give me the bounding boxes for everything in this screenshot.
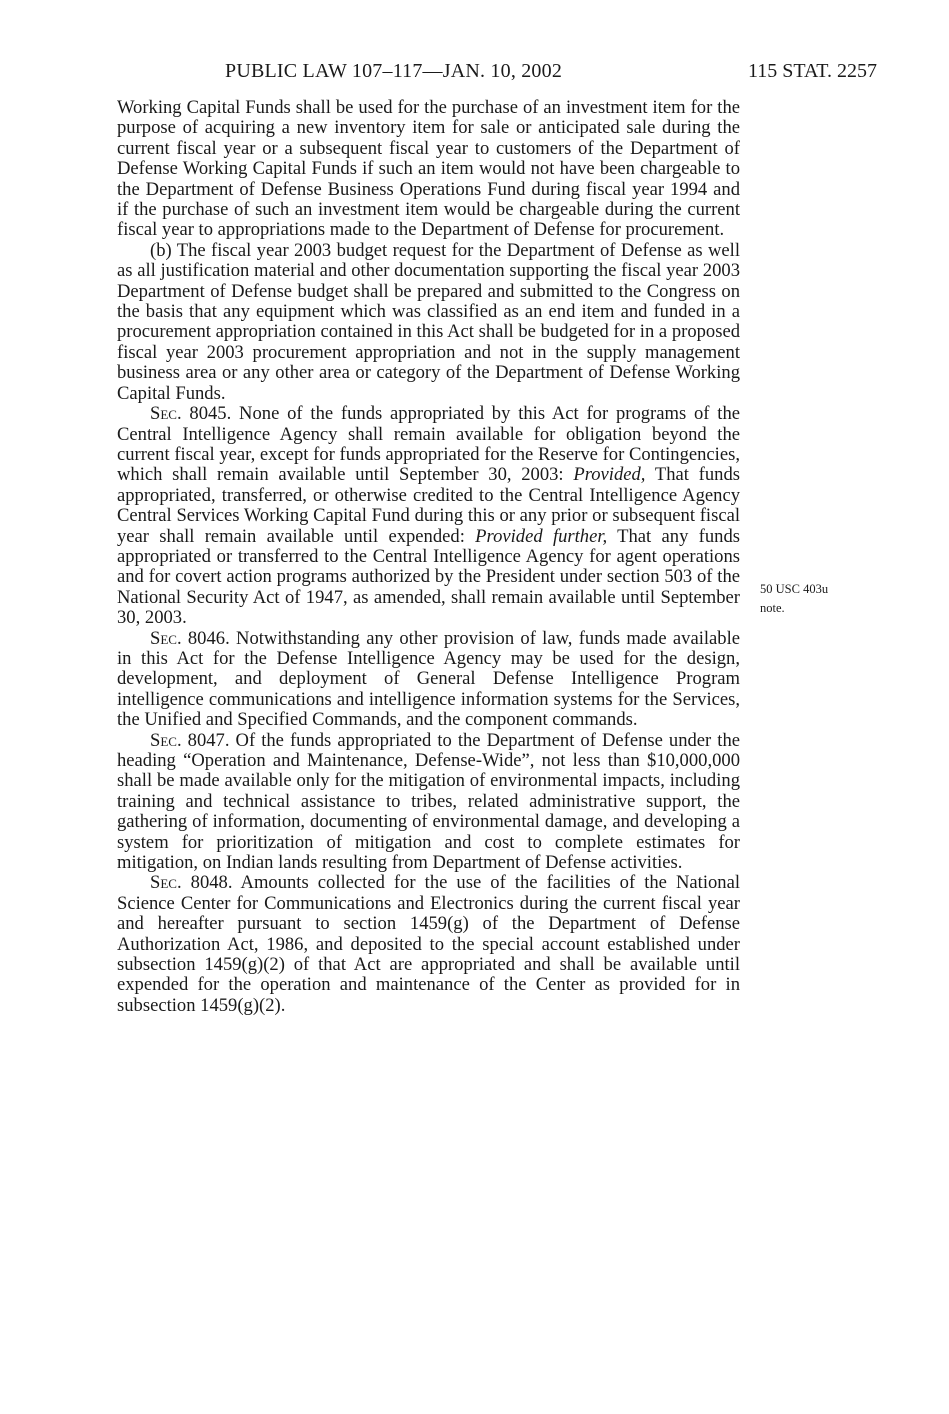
statute-citation: 115 STAT. 2257	[748, 60, 877, 82]
proviso-label: Provided further,	[475, 525, 608, 547]
paragraph-continuation: Working Capital Funds shall be used for the purchase of an investment item for the purpose of acquiring a new inventory item for sale or anticipated sale during the current fiscal year or a subsequent fiscal year to customers of the Department of Defense Working Capital Funds if such an item would not have been chargeable to the Department of Defense Business Operations Fund during fiscal year 1994 and if the purchase of such an investment item would be chargeable during the current fiscal year to appropriations made to the Department of Defense for procurement.	[117, 97, 740, 241]
section-text: None of the funds appropriated by this Act for programs of the Central Intelligence Agency shall remain available for obligation beyond the current fiscal year, except for funds appropriated for the Reserve for Contingencies, which shall remain available until September 30, 2003:	[117, 403, 740, 486]
section-text: That funds appropriated, transferred, or otherwise credited to the Central Intelligence Agency Central Services Working Capital Fund during this or any prior or subsequent fiscal year shall remain available until expended:	[117, 464, 740, 547]
section-8048	[117, 873, 740, 1016]
margin-note-label: note.	[760, 601, 785, 615]
margin-note	[760, 580, 870, 618]
margin-note-citation: 50 USC 403u	[760, 582, 829, 596]
proviso-label: Provided,	[573, 464, 646, 486]
running-head: PUBLIC LAW 107–117—JAN. 10, 2002	[225, 60, 563, 82]
paragraph-subsection-b: (b) The fiscal year 2003 budget request for the Department of Defense as well as all justification material and other documentation supporting the fiscal year 2003 Department of Defense budget shall be prepared and submitted to the Congress on the basis that any equipment which was classified as an end item and funded in a procurement appropriation contained in this Act shall be budgeted for in a proposed fiscal year 2003 procurement appropriation and not in the supply management business area or any other area or category of the Department of Defense Working Capital Funds.	[117, 239, 740, 404]
body-text	[117, 98, 740, 1016]
section-label: Sec. 8045.	[150, 403, 232, 425]
section-8045	[117, 404, 740, 628]
section-text: That any funds appropriated or transferred to the Central Intelligence Agency for agent operations and for covert action programs authorized by the President under section 503 of the National Security Act of 1947, as amended, shall remain available until September 30, 2003.	[117, 525, 740, 629]
section-8046	[117, 629, 740, 731]
section-text: Amounts collected for the use of the facilities of the National Science Center for Communications and Electronics during the current fiscal year and hereafter pursuant to section 1459(g) of the Department of Defense Authorization Act, 1986, and deposited to the special account established under subsection 1459(g)(2) of that Act are appropriated and shall be available until expended for the operation and maintenance of the Center as provided for in subsection 1459(g)(2).	[117, 872, 740, 1016]
section-text: Of the funds appropriated to the Department of Defense under the heading “Operation and Maintenance, Defense-Wide”, not less than $10,000,000 shall be made available only for the mitigation of environmental impacts, including training and technical assistance to tribes, related administrative support, the gathering of information, documenting of environmental damage, and developing a system for prioritization of mitigation and cost to complete estimates for mitigation, on Indian lands resulting from Department of Defense activities.	[117, 729, 740, 874]
section-label: Sec. 8046.	[150, 627, 230, 649]
section-label: Sec. 8048.	[150, 872, 233, 894]
section-text: Notwithstanding any other provision of law, funds made available in this Act for the Defense Intelligence Agency may be used for the design, development, and deployment of General Defense Intelligence Program intelligence communications and intelligence information systems for the Services, the Unified and Specified Commands, and the component commands.	[117, 627, 740, 731]
section-label: Sec. 8047.	[150, 729, 230, 751]
section-8047	[117, 731, 740, 874]
